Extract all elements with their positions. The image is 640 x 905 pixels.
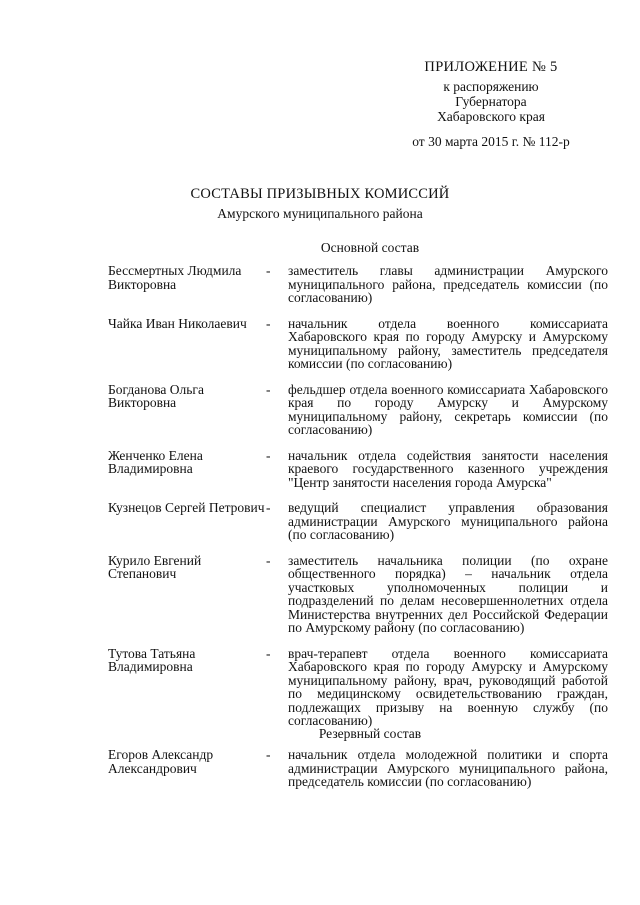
appendix-decree-date: от 30 марта 2015 г. № 112-р	[412, 134, 570, 149]
reserve-composition-heading: Резервный состав	[318, 726, 422, 741]
document-subtitle: Амурского муниципального района	[217, 206, 423, 221]
member-name: Тутова Татьяна Владимировна	[108, 645, 196, 674]
main-composition-heading: Основной состав	[320, 240, 420, 255]
member-row	[108, 449, 608, 490]
member-name: Чайка Иван Николаевич	[108, 315, 247, 331]
member-name: Егоров Александр Александрович	[108, 747, 214, 776]
member-role: начальник отдела военного комиссариата Хабаровского края по городу Амурску и Амурскому муниципальному району, заместитель председателя комиссии (по согласованию)	[288, 315, 608, 371]
appendix-header	[376, 60, 606, 149]
member-row	[108, 317, 608, 371]
member-dash: -	[266, 447, 271, 463]
appendix-title: ПРИЛОЖЕНИЕ № 5	[424, 59, 558, 75]
member-role: фельдшер отдела военного комиссариата Хабаровского края по городу Амурску и Амурскому муниципальному району, секретарь комиссии (по согласованию)	[288, 381, 608, 437]
member-row	[108, 554, 608, 635]
document-title: СОСТАВЫ ПРИЗЫВНЫХ КОМИССИЙ	[190, 186, 450, 202]
member-role: заместитель главы администрации Амурского муниципального района, председатель комиссии (по согласованию)	[288, 263, 608, 305]
member-role: ведущий специалист управления образования администрации Амурского муниципального района (по согласованию)	[288, 500, 608, 542]
member-dash: -	[266, 315, 271, 331]
member-row	[108, 647, 608, 728]
member-name: Кузнецов Сергей Петрович	[108, 500, 265, 515]
reserve-composition-list	[108, 748, 608, 801]
member-role: заместитель начальника полиции (по охране общественного порядка) – начальник отдела участковых уполномоченных полиции и подразделений по делам несовершеннолетних отдела Министерства внутренних дел Российской Федерации по Амурскому району (по согласованию)	[288, 552, 608, 635]
member-dash: -	[266, 500, 271, 515]
member-dash: -	[266, 645, 271, 661]
appendix-line-region: Хабаровского края	[437, 109, 545, 124]
member-row	[108, 264, 608, 305]
member-role: начальник отдела содействия занятости населения краевого государственного казенного учреждения "Центр занятости населения города Амурска"	[288, 447, 608, 490]
member-dash: -	[266, 263, 271, 278]
appendix-line-order: к распоряжению	[443, 79, 539, 94]
member-role: врач-терапевт отдела военного комиссариата Хабаровского края по городу Амурску и Амурскому муниципальному району, врач, руководящий работой по медицинскому освидетельствованию граждан, подлежащих призыву на военную службу (по согласованию)	[288, 645, 608, 728]
appendix-line-governor: Губернатора	[455, 94, 527, 109]
member-dash: -	[266, 552, 271, 568]
main-composition-list	[108, 264, 608, 740]
member-role: начальник отдела молодежной политики и спорта администрации Амурского муниципального района, председатель комиссии (по согласованию)	[288, 747, 608, 789]
member-name: Бессмертных Людмила Викторовна	[108, 263, 242, 292]
member-row	[108, 501, 608, 542]
member-name: Курило Евгений Степанович	[108, 552, 202, 581]
member-name: Богданова Ольга Викторовна	[108, 381, 204, 410]
member-dash: -	[266, 381, 271, 397]
member-name: Женченко Елена Владимировна	[108, 447, 203, 476]
member-dash: -	[266, 747, 271, 762]
member-row	[108, 748, 608, 789]
member-row	[108, 383, 608, 437]
